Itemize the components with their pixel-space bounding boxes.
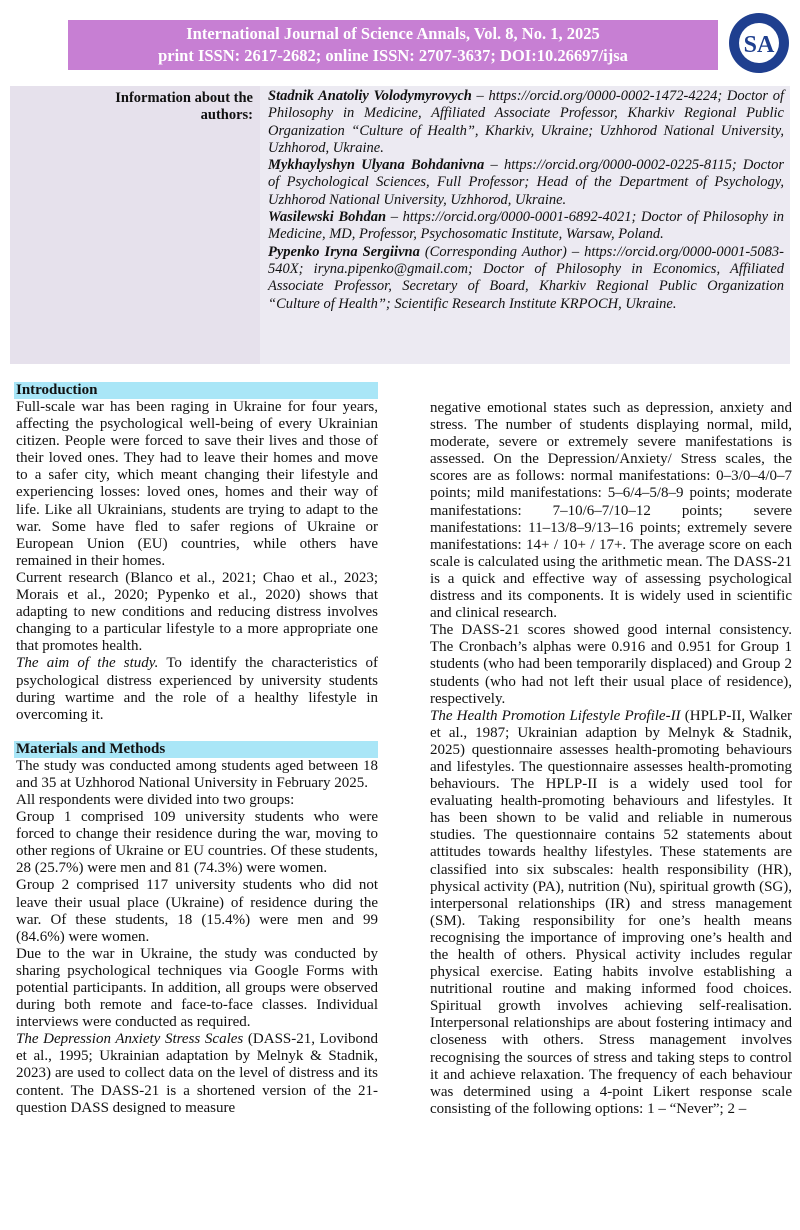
section-heading-methods: Materials and Methods (14, 741, 378, 758)
paragraph: The DASS-21 scores showed good internal consistency. The Cronbach’s alphas were 0.916 and 0.951 for Group 1 students (who had been temporarily displaced) and Group 2 students (who had not left their usual place of residence), respectively. (430, 622, 792, 707)
left-column (16, 382, 378, 1117)
paragraph: negative emotional states such as depression, anxiety and stress. The number of students displaying normal, mild, moderate, severe or extremely severe manifestations is assessed. On the Depression/Anxiety/ Stress scales, the scores are as follows: normal manifestations: 0–3/0–4/0–7 points; mild manifestations: 5–6/4–5/8–9 points; moderate manifestations: 7–10/6–7/10–12 points; severe manifestations: 11–13/8–9/13–16 points; extremely severe manifestations: 14+ / 10+ / 17+. The average score on each scale is calculated using the arithmetic mean. The DASS-21 is a quick and effective way of assessing psychological distress and its components. It is widely used in scientific and clinical research. (430, 400, 792, 622)
author-details: – https://orcid.org/0000-0001-6892-4021; Doctor of Philosophy in Medicine, MD, Professor, Psychosomatic Institute, Warsaw, Poland. (268, 209, 784, 243)
dass-title: The Depression Anxiety Stress Scales (16, 1031, 244, 1048)
paragraph-aim (16, 655, 378, 723)
journal-logo (728, 12, 790, 74)
author-details: – https://orcid.org/0000-0002-0225-8115; Doctor of Psychological Sciences, Full Professor; Head of the Department of Psychology, Uzhhorod National University, Uzhhorod, Ukraine. (268, 157, 784, 208)
paragraph: The study was conducted among students aged between 18 and 35 at Uzhhorod National University in February 2025. (16, 757, 378, 791)
dass-text: (DASS-21, Lovibond et al., 1995; Ukrainian adaptation by Melnyk & Stadnik, 2023) are used to collect data on the level of distress and its content. The DASS-21 is a shortened version of the 21-question DASS designed to measure (16, 1031, 379, 1116)
author-name: Mykhaylyshyn Ulyana Bohdanivna (268, 157, 485, 174)
author-entry (268, 157, 784, 209)
paragraph: Current research (Blanco et al., 2021; Chao et al., 2023; Morais et al., 2020; Pypenko et al., 2020) shows that adapting to new conditions and reducing distress involves changing to a particular lifestyle to a more appropriate one that promotes health. (16, 569, 378, 655)
author-details: (Corresponding Author) – https://orcid.org/0000-0001-5083-540X; iryna.pipenko@gmail.com; Doctor of Philosophy in Economics, Affiliated Associate Professor, Secretary of Board, Kharkiv Regional Public Organization “Culture of Health”; Scientific Research Institute KRPOCH, Ukraine. (268, 243, 784, 312)
author-entry (268, 88, 784, 157)
author-info-label: Information about the authors: (115, 90, 253, 123)
paragraph-dass (16, 1031, 378, 1116)
paragraph: Full-scale war has been raging in Ukraine for four years, affecting the psychological well-being of every Ukrainian citizen. People were forced to save their lives and those of their loved ones. They had to leave their homes and move to a safer city, which meant changing their lifestyle and experiencing losses: loved ones, homes and their way of life. Like all Ukrainians, students are trying to adapt to the war. Some have fled to safer regions of Ukraine or European Union (EU) countries, while others have remained in their homes. (16, 399, 378, 569)
hplp-title: The Health Promotion Lifestyle Profile-II (430, 707, 681, 724)
author-details: – https://orcid.org/0000-0002-1472-4224; Doctor of Philosophy in Medicine, Affiliated Associate Professor, Kharkiv Regional Public Organization “Culture of Health”, Kharkiv, Ukraine; Uzhhorod National University, Uzhhorod, Ukraine. (268, 88, 784, 156)
author-entry (268, 209, 784, 244)
section-heading-introduction: Introduction (14, 382, 378, 399)
paragraph: Group 1 comprised 109 university students who were forced to change their residence during the war, moving to other regions of Ukraine or EU countries. Of these students, 28 (25.7%) were men and 81 (74.3%) were women. (16, 809, 378, 877)
paragraph-hplp (430, 708, 792, 1118)
author-info-box (10, 86, 790, 364)
right-column (430, 400, 792, 1118)
aim-text: To identify the characteristics of psychological distress experienced by university students during wartime and the role of a healthy lifestyle in overcoming it. (16, 655, 378, 723)
author-name: Pypenko Iryna Sergiivna (268, 243, 420, 260)
author-info-body (260, 86, 790, 364)
logo-letters: SA (743, 32, 775, 58)
paragraph: All respondents were divided into two groups: (16, 791, 295, 808)
journal-header (68, 20, 718, 70)
journal-issn-line: print ISSN: 2617-2682; online ISSN: 2707-3637; DOI:10.26697/ijsa (158, 46, 628, 65)
hplp-text: (HPLP-II, Walker et al., 1987; Ukrainian adaption by Melnyk & Stadnik, 2025) questionnaire assesses health-promoting behaviours and lifestyles. The questionnaire assesses health-promoting behaviours. The HPLP-II is a widely used tool for evaluating health-promoting behaviours and lifestyles. It has been shown to be valid and reliable in numerous studies. The questionnaire contains 52 statements about attitudes towards healthy lifestyles. These statements are classified into six subscales: health responsibility (HR), physical activity (PA), nutrition (Nu), spiritual growth (SG), interpersonal relationships (IR) and stress management (SM). Taking responsibility for one’s health means recognising the importance of improving one’s health and the health of others. Physical activity includes regular physical exercise. Eating habits involve establishing a nutritional routine and making informed food choices. Spiritual growth involves achieving self-realisation. Interpersonal relationships are about fostering intimacy and closeness with others. Stress management involves recognising the sources of stress and taking steps to control it and achieve relaxation. The frequency of each behaviour was determined using a 4-point Likert response scale consisting of the following options: 1 – “Never”; 2 – (430, 707, 792, 1117)
paragraph: Group 2 comprised 117 university students who did not leave their usual place (Ukraine) of residence during the war. Of these students, 18 (15.4%) were men and 99 (84.6%) were women. (16, 877, 378, 945)
author-name: Wasilewski Bohdan (268, 209, 387, 226)
author-entry (268, 244, 784, 313)
aim-label: The aim of the study. (16, 655, 159, 672)
paragraph: Due to the war in Ukraine, the study was conducted by sharing psychological techniques via Google Forms with potential participants. In addition, all groups were observed during both remote and face-to-face classes. Individual interviews were conducted as required. (16, 945, 378, 1031)
author-name: Stadnik Anatoliy Volodymyrovych (268, 88, 472, 104)
journal-title-line: International Journal of Science Annals, Vol. 8, No. 1, 2025 (186, 24, 600, 43)
